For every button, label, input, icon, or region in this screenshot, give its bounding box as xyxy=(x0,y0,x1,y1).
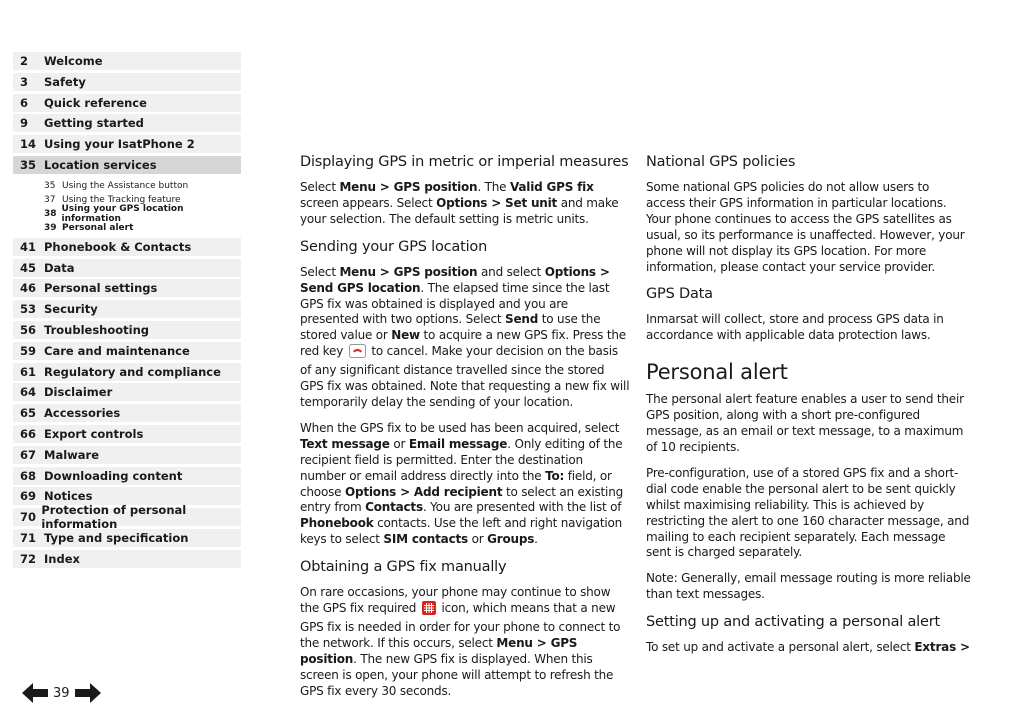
toc-page-number: 41 xyxy=(20,239,37,254)
text-run: to select an existing entry from xyxy=(300,484,624,515)
toc-item[interactable] xyxy=(13,425,241,443)
text-run: Some national GPS policies do not allow users to access their GPS information in particular locations. Your phone continues to access the GPS satellites as usual, so its performance is unaffected. However, your phone will not display its GPS location. For more information, please contact your service provider. xyxy=(646,180,965,274)
section-heading-national-policies: National GPS policies xyxy=(646,154,796,170)
toc-item[interactable] xyxy=(13,503,241,532)
ui-term: To: xyxy=(545,468,565,483)
toc-label: Export controls xyxy=(44,426,144,441)
section-heading-setting-up-alert: Setting up and activating a personal alert xyxy=(646,614,940,631)
toc-item[interactable] xyxy=(13,550,241,568)
ui-term: Phonebook xyxy=(300,516,374,531)
page-number: 39 xyxy=(53,685,70,701)
paragraph xyxy=(646,180,971,275)
text-run: . The xyxy=(477,180,510,194)
toc-page-number: 69 xyxy=(20,489,37,504)
toc-item[interactable] xyxy=(13,114,241,132)
text-run: Select xyxy=(300,180,340,194)
toc-subitem-label: Using the Tracking feature xyxy=(62,194,181,205)
ui-term: Menu > GPS position xyxy=(339,264,478,279)
end-call-key-icon xyxy=(349,344,366,363)
ui-term: New xyxy=(391,328,420,343)
ui-term: Groups xyxy=(487,532,535,547)
ui-term: Options > Send GPS location xyxy=(300,264,610,295)
section-heading-gps-data: GPS Data xyxy=(646,286,713,303)
note-paragraph xyxy=(646,571,971,603)
ui-term: Options > Set unit xyxy=(436,195,558,210)
paragraph xyxy=(300,180,630,228)
toc-subitem-page-number: 35 xyxy=(44,180,56,191)
table-of-contents xyxy=(13,52,241,571)
text-run: or xyxy=(389,436,409,451)
ui-term: Options > Add recipient xyxy=(344,484,503,499)
text-run: and make your selection. The default setting is metric units. xyxy=(300,195,619,226)
toc-item[interactable] xyxy=(13,238,241,256)
toc-page-number: 59 xyxy=(20,343,37,358)
toc-label: Getting started xyxy=(44,116,144,131)
text-run: The personal alert feature enables a user to send their GPS position, along with a short pre-configured message, as an email or text message, to a maximum of 10 recipients. xyxy=(646,392,964,454)
text-run: or xyxy=(467,532,488,547)
toc-page-number: 35 xyxy=(20,157,37,172)
toc-page-number: 6 xyxy=(20,95,29,110)
toc-page-number: 3 xyxy=(20,74,29,89)
toc-label: Index xyxy=(44,551,80,566)
toc-item[interactable] xyxy=(13,94,241,112)
toc-label: Quick reference xyxy=(44,95,147,110)
ui-term: Valid GPS fix xyxy=(509,180,594,194)
text-run: To set up and activate a personal alert, select xyxy=(646,640,915,655)
text-run: to cancel. Make your decision on the basis of any significant distance travelled since the stored GPS fix was obtained. Note that requesting a new fix will temporarily delay the sending of your location. xyxy=(300,344,630,409)
toc-item[interactable] xyxy=(13,135,241,153)
text-run: . Only editing of the recipient field is permitted. Enter the destination number or email address directly into the xyxy=(300,436,623,483)
paragraph xyxy=(300,421,630,548)
toc-page-number: 2 xyxy=(20,54,29,68)
toc-item[interactable] xyxy=(13,363,241,381)
section-heading-sending-location: Sending your GPS location xyxy=(300,238,488,255)
paragraph xyxy=(300,265,630,411)
toc-label: Type and specification xyxy=(44,530,189,545)
text-run: . xyxy=(534,532,538,547)
toc-subsection-list xyxy=(13,177,241,238)
toc-label: Data xyxy=(44,260,75,275)
toc-label: Malware xyxy=(44,447,100,462)
text-run: When the GPS fix to be used has been acquired, select xyxy=(300,420,620,435)
section-heading-metric-imperial: Displaying GPS in metric or imperial measures xyxy=(300,154,629,170)
page-navigation xyxy=(22,682,101,704)
toc-item[interactable] xyxy=(13,342,241,360)
toc-label: Phonebook & Contacts xyxy=(44,239,192,254)
toc-label: Notices xyxy=(44,489,93,504)
text-run: On rare occasions, your phone may continue to show the GPS fix required xyxy=(300,585,611,616)
next-page-arrow-icon[interactable] xyxy=(75,683,101,703)
text-run: to acquire a new GPS fix. Press the red key xyxy=(300,328,626,359)
toc-label: Safety xyxy=(44,74,86,89)
toc-label: Using your IsatPhone 2 xyxy=(44,137,195,152)
ui-term: SIM contacts xyxy=(383,532,468,547)
text-run: Pre-configuration, use of a stored GPS fix and a short-dial code enable the personal alert to be sent quickly whilst maximising reliability. This is achieved by restricting the alert to one 160 character message, and mailing to each recipient separately. Each message sent is charged separately. xyxy=(646,465,970,560)
toc-page-number: 46 xyxy=(20,281,37,296)
toc-page-number: 70 xyxy=(20,510,37,525)
toc-subitem-page-number: 38 xyxy=(44,208,57,219)
chapter-heading-personal-alert: Personal alert xyxy=(646,360,788,385)
toc-page-number: 14 xyxy=(20,137,37,152)
ui-term: Extras > xyxy=(914,640,970,655)
ui-term: Text message xyxy=(300,436,390,451)
toc-subitem-page-number: 37 xyxy=(44,194,56,205)
paragraph xyxy=(300,585,630,699)
toc-subitem[interactable] xyxy=(13,203,241,224)
toc-page-number: 66 xyxy=(20,426,37,441)
toc-page-number: 67 xyxy=(20,447,37,462)
toc-page-number: 64 xyxy=(20,385,37,400)
toc-label: Downloading content xyxy=(44,468,183,483)
ui-term: Menu > GPS position xyxy=(300,635,578,666)
paragraph xyxy=(646,392,971,456)
text-run: field, or choose xyxy=(300,468,612,499)
paragraph xyxy=(646,312,971,344)
paragraph xyxy=(646,640,971,656)
toc-subitem-label: Using your GPS location information xyxy=(61,203,184,224)
toc-item[interactable] xyxy=(13,404,241,422)
toc-label: Personal settings xyxy=(44,281,158,296)
text-run: . The new GPS fix is displayed. When this screen is open, your phone will attempt to refresh the GPS fix every 30 seconds. xyxy=(300,651,614,698)
toc-label: Disclaimer xyxy=(44,385,113,400)
content-column-left xyxy=(300,153,630,709)
text-run: Select xyxy=(300,264,340,279)
toc-subitem-page-number: 39 xyxy=(44,222,57,233)
gps-fix-required-icon xyxy=(422,601,436,620)
toc-item[interactable] xyxy=(13,467,241,485)
text-run: . You are presented with the list of xyxy=(422,500,622,515)
toc-subitem-label: Using the Assistance button xyxy=(62,180,189,191)
toc-label: Troubleshooting xyxy=(44,322,150,337)
toc-item[interactable] xyxy=(13,52,241,70)
toc-item[interactable] xyxy=(13,529,241,547)
toc-item[interactable] xyxy=(13,156,241,174)
toc-page-number: 53 xyxy=(20,302,37,317)
toc-item[interactable] xyxy=(13,446,241,464)
text-run: contacts. Use the left and right navigation keys to select xyxy=(300,516,623,547)
toc-page-number: 45 xyxy=(20,260,37,275)
toc-label: Welcome xyxy=(44,54,103,68)
toc-page-number: 72 xyxy=(20,551,37,566)
toc-page-number: 9 xyxy=(20,116,29,131)
toc-label: Protection of personal information xyxy=(41,503,187,532)
ui-term: Email message xyxy=(408,436,508,451)
text-run: Note: Generally, email message routing is more reliable than text messages. xyxy=(646,571,971,602)
toc-label: Location services xyxy=(44,157,157,172)
toc-item[interactable] xyxy=(13,300,241,318)
toc-item[interactable] xyxy=(13,321,241,339)
toc-page-number: 65 xyxy=(20,406,37,421)
ui-term: Send xyxy=(505,312,539,327)
toc-page-number: 61 xyxy=(20,364,37,379)
section-heading-gps-fix-manual: Obtaining a GPS fix manually xyxy=(300,559,507,576)
text-run: screen appears. Select xyxy=(300,195,437,210)
paragraph xyxy=(646,466,971,561)
toc-item[interactable] xyxy=(13,259,241,277)
content-column-right xyxy=(646,153,971,666)
toc-item[interactable] xyxy=(13,383,241,401)
toc-page-number: 68 xyxy=(20,468,37,483)
ui-term: Menu > GPS position xyxy=(339,180,478,194)
ui-term: Contacts xyxy=(365,500,423,515)
text-run: icon, which means that a new GPS fix is needed in order for your phone to connect to the network. If this occurs, select xyxy=(300,601,621,650)
previous-page-arrow-icon[interactable] xyxy=(22,683,48,703)
toc-item[interactable] xyxy=(13,279,241,297)
text-run: to use the stored value or xyxy=(300,312,601,343)
text-run: Inmarsat will collect, store and process GPS data in accordance with applicable data protection laws. xyxy=(646,312,944,343)
text-run: and select xyxy=(477,264,545,279)
toc-subitem[interactable] xyxy=(13,179,241,193)
toc-label: Care and maintenance xyxy=(44,343,190,358)
toc-subitem-label: Personal alert xyxy=(62,222,134,233)
toc-item[interactable] xyxy=(13,73,241,91)
text-run: . The elapsed time since the last GPS fix was obtained is displayed and you are presented with two options. Select xyxy=(300,280,610,327)
toc-label: Accessories xyxy=(44,406,121,421)
toc-label: Security xyxy=(44,302,98,317)
toc-page-number: 71 xyxy=(20,530,37,545)
toc-page-number: 56 xyxy=(20,322,37,337)
toc-label: Regulatory and compliance xyxy=(44,364,221,379)
